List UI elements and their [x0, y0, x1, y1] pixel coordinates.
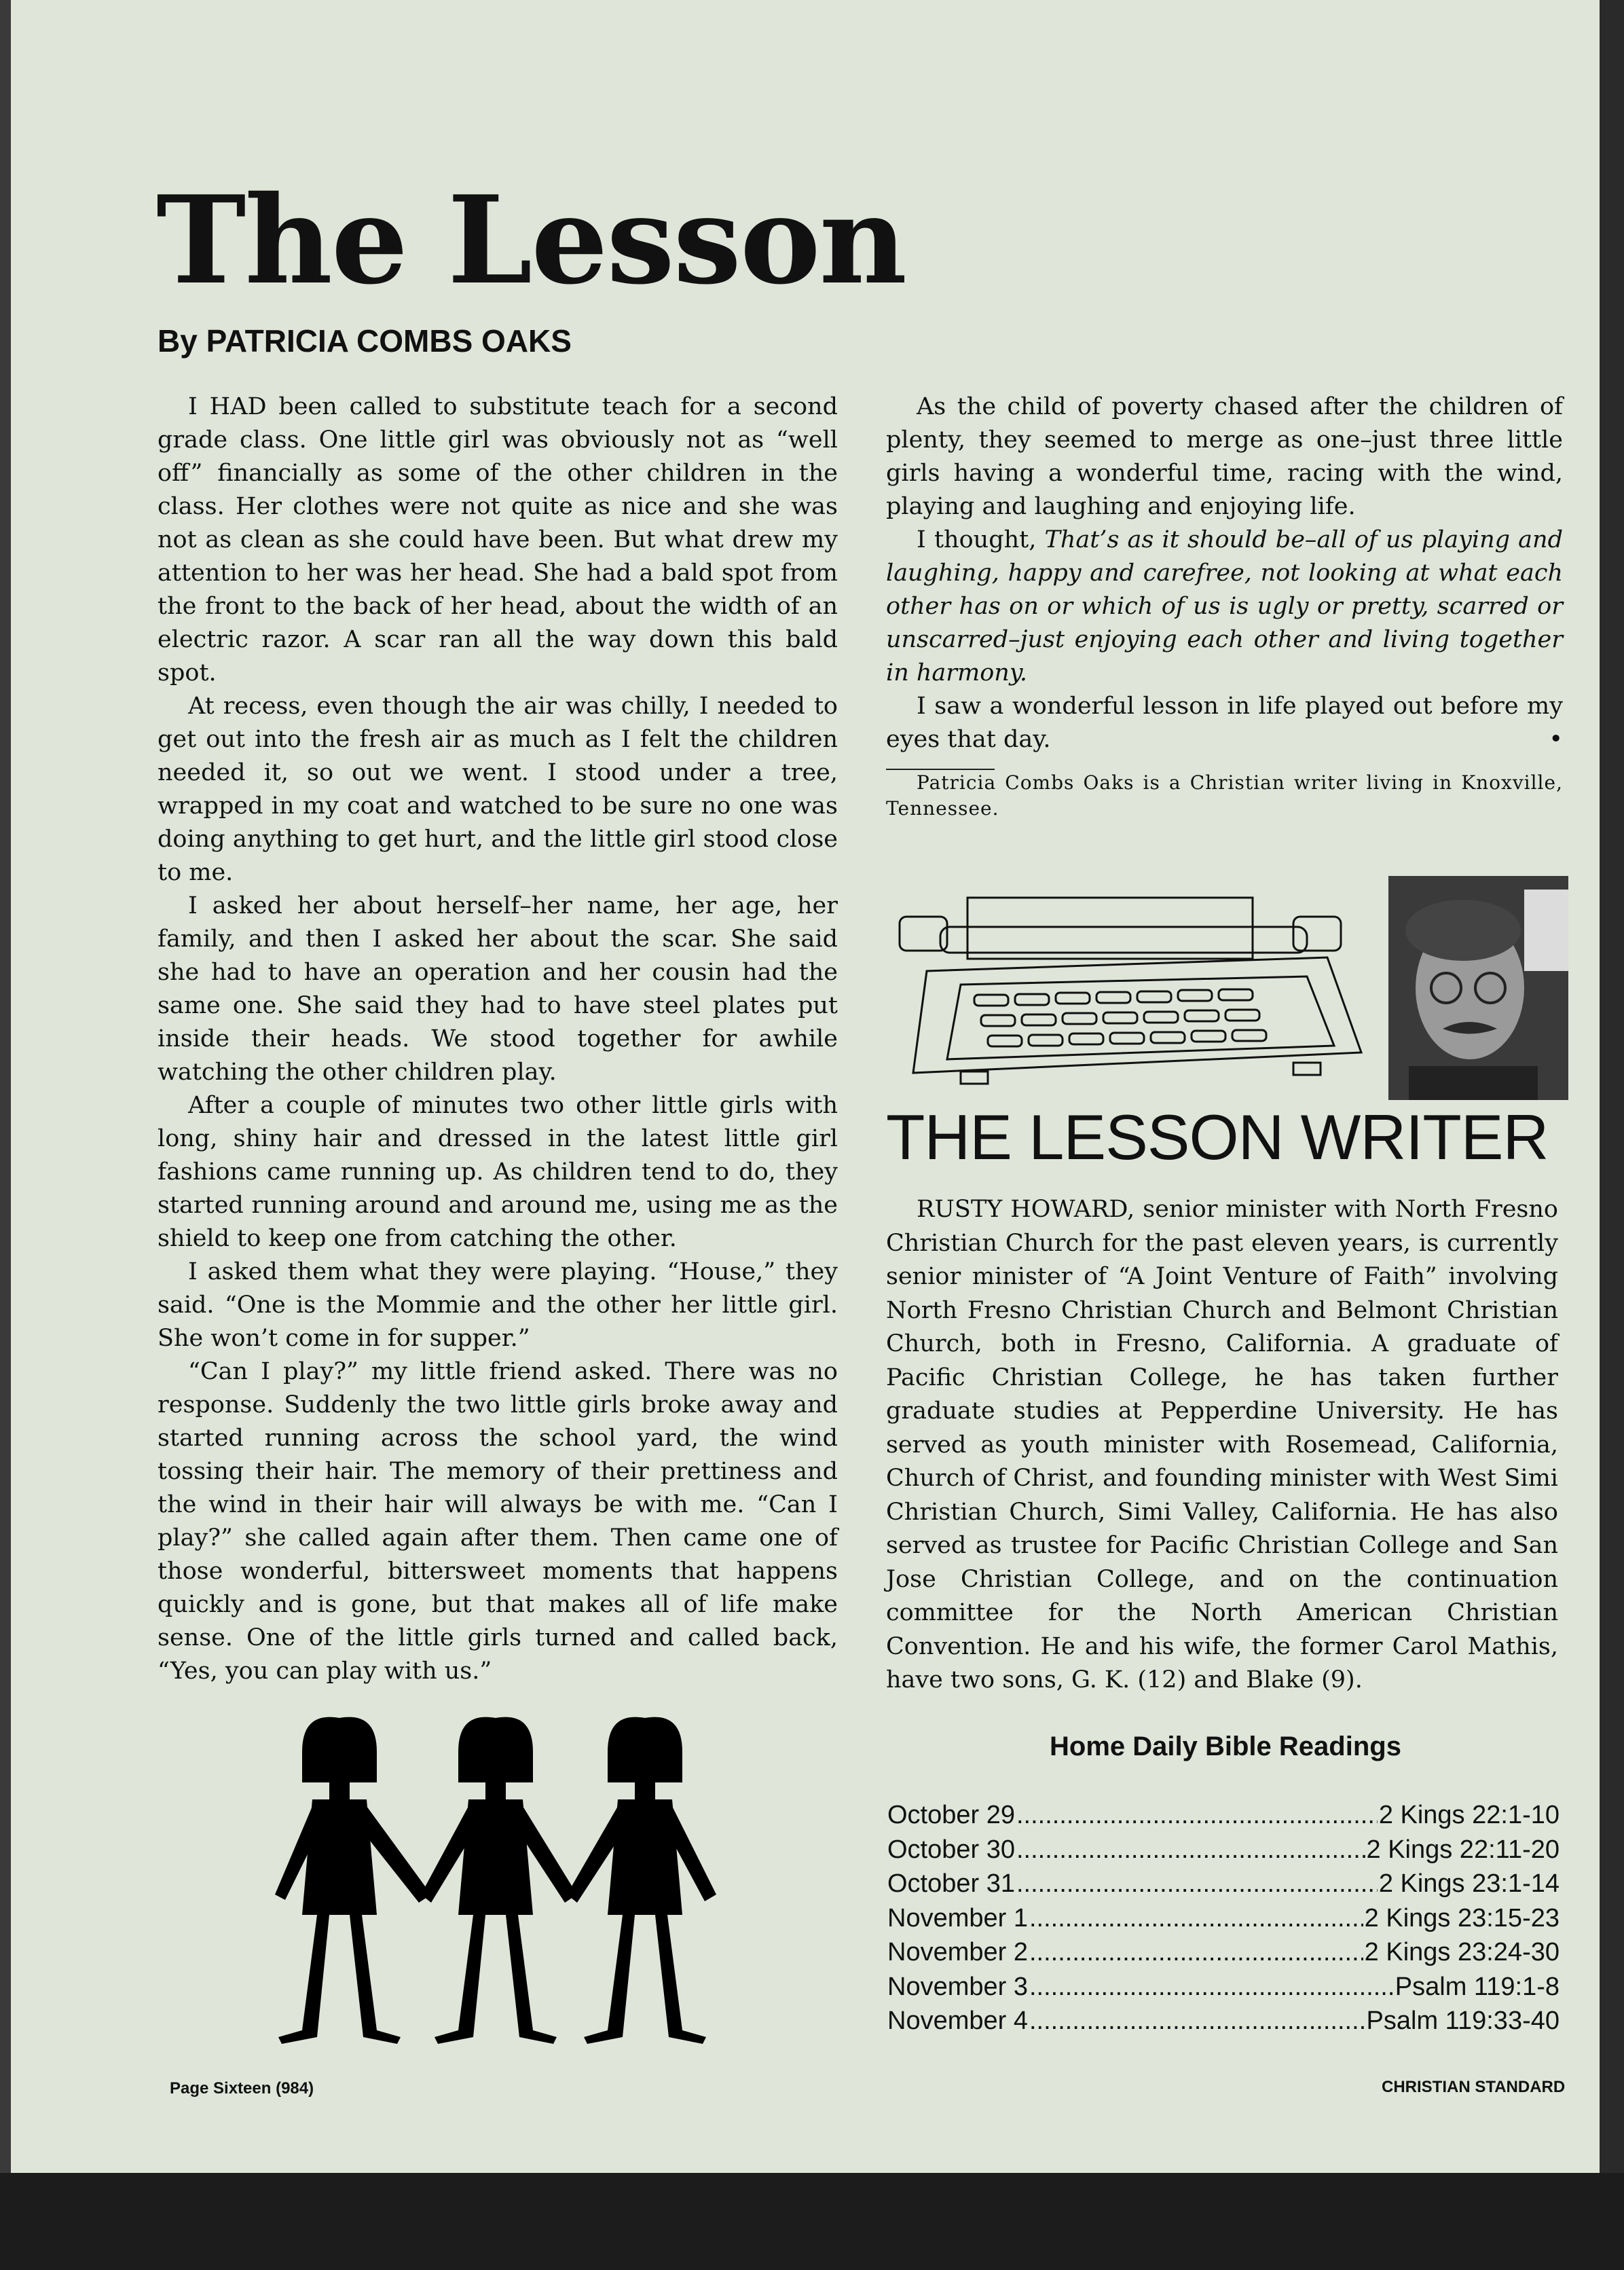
reading-ref: 2 Kings 23:24-30	[1364, 1938, 1560, 1966]
bio-paragraph: RUSTY HOWARD, senior minister with North Fresno Christian Church for the past eleven years, is currently senior minister of “A Joint Venture of Faith” involving North Fresno Christian Church and Belmont Christian Church, both in Fresno, California. A graduate of Pacific Christian College, he has taken further graduate studies at Pepperdine University. He has served as youth minister with Rosemead, California, Church of Christ, and founding minister with West Simi Christian Church, Simi Valley, California. He has also served as trustee for Pacific Christian College and San Jose Christian College, and on the continuation committee for the North American Christian Convention. He and his wife, the former Carol Mathis, have two sons, G. K. (12) and Blake (9).	[886, 1196, 1558, 1694]
bible-readings-title: Home Daily Bible Readings	[1050, 1732, 1401, 1761]
reading-date: October 31	[887, 1869, 1015, 1898]
paper-doll-girls-icon	[275, 1711, 750, 2051]
reading-date: November 4	[887, 2007, 1028, 2035]
reading-ref: Psalm 119:33-40	[1366, 2007, 1560, 2035]
article-paragraph: At recess, even though the air was chilly, I needed to get out into the fresh air as much as I felt the children needed it, so out we went. I stood under a tree, wrapped in my coat and watched to be sure no one was doing anything to get hurt, and the little girl stood close to me.	[158, 693, 838, 886]
dot-leader	[1016, 1835, 1365, 1865]
article-paragraph: “Can I play?” my little friend asked. There was no response. Suddenly the two little girls broke away and started running across the school yard, the wind tossing their hair. The memory of their prettiness and the wind in their hair will always be with me. “Can I play?” she called again after them. Then came one of those wonderful, bittersweet moments that happens quickly and is gone, but that makes all of life make sense. One of the little girls turned and called back, “Yes, you can play with us.”	[158, 1358, 838, 1685]
italic-passage: That’s as it should be–all of us playing and laughing, happy and carefree, not looking at what each other has on or which of us is ugly or pretty, scarred or unscarred–just enjoying each other and living together in harmony.	[886, 526, 1563, 687]
dot-leader	[1029, 2007, 1365, 2036]
list-item	[887, 1869, 1560, 1904]
lesson-writer-graphics	[886, 876, 1568, 1103]
article-right-column	[886, 390, 1563, 822]
article-paragraph: As the child of poverty chased after the children of plenty, they seemed to merge as one–just three little girls having a wonderful time, racing with the wind, playing and laughing and enjoying life.	[886, 393, 1563, 520]
lesson-writer-bio	[886, 1193, 1558, 1698]
reading-date: October 29	[887, 1801, 1015, 1829]
list-item	[887, 1938, 1560, 1973]
reading-ref: 2 Kings 22:1-10	[1378, 1801, 1560, 1829]
reading-date: November 1	[887, 1903, 1028, 1933]
typewriter-illustration	[886, 890, 1375, 1093]
article-paragraph: I asked them what they were playing. “House,” they said. “One is the Mommie and the other her little girl. She won’t come in for supper.”	[158, 1258, 838, 1352]
reading-date: November 3	[887, 1972, 1028, 2001]
article-paragraph-italic	[886, 524, 1563, 690]
reading-ref: 2 Kings 22:11-20	[1366, 1835, 1560, 1864]
article-byline: By PATRICIA COMBS OAKS	[158, 323, 572, 359]
author-note: Patricia Combs Oaks is a Christian writer living in Knoxville, Tennessee.	[886, 771, 1563, 820]
closing-text: I saw a wonderful lesson in life played out before my eyes that day.	[886, 693, 1563, 753]
reading-ref: Psalm 119:1-8	[1395, 1972, 1560, 2001]
article-paragraph: I HAD been called to substitute teach for a second grade class. One little girl was obviously not as “well off” financially as some of the other children in the class. Her clothes were not quite as nice and she was not as clean as she could have been. But what drew my attention to her was her head. She had a bald spot from the front to the back of her head, about the width of an electric razor. A scar ran all the way down this bald spot.	[158, 393, 838, 687]
article-paragraph: After a couple of minutes two other little girls with long, shiny hair and dressed in the latest little girl fashions came running up. As children tend to do, they started running around and around me, using me as the shield to keep one from catching the other.	[158, 1092, 838, 1252]
reading-date: November 2	[887, 1938, 1028, 1966]
lesson-writer-heading: THE LESSON WRITER	[886, 1101, 1549, 1173]
reading-ref: 2 Kings 23:1-14	[1378, 1869, 1560, 1898]
author-portrait-photo	[1388, 876, 1568, 1100]
page-edge	[0, 0, 11, 2270]
list-item	[887, 1835, 1560, 1870]
dot-leader	[1029, 1938, 1363, 1967]
list-item	[887, 1973, 1560, 2007]
paragraph-lead: I thought,	[917, 526, 1037, 553]
article-left-column	[158, 390, 838, 1688]
publication-name: CHRISTIAN STANDARD	[1382, 2078, 1566, 2096]
article-paragraph	[886, 690, 1563, 756]
page-number: Page Sixteen (984)	[170, 2079, 314, 2098]
dot-leader	[1016, 1801, 1378, 1830]
end-mark: •	[1549, 726, 1563, 753]
portrait-icon	[1388, 876, 1568, 1100]
article-title: The Lesson	[156, 169, 906, 311]
reading-date: October 30	[887, 1835, 1015, 1864]
dot-leader	[1029, 1973, 1394, 2002]
dot-leader	[1029, 1904, 1363, 1933]
bible-readings-list	[887, 1801, 1560, 2041]
list-item	[887, 2007, 1560, 2041]
scan-background	[0, 2173, 1624, 2270]
reading-ref: 2 Kings 23:15-23	[1364, 1903, 1560, 1933]
dot-leader	[1016, 1869, 1378, 1899]
list-item	[887, 1904, 1560, 1939]
article-paragraph: I asked her about herself–her name, her age, her family, and then I asked her about the scar. She said she had to have an operation and her cousin had the same one. She said they had to have steel plates put inside their heads. We stood together for awhile watching the other children play.	[158, 892, 838, 1086]
list-item	[887, 1801, 1560, 1835]
